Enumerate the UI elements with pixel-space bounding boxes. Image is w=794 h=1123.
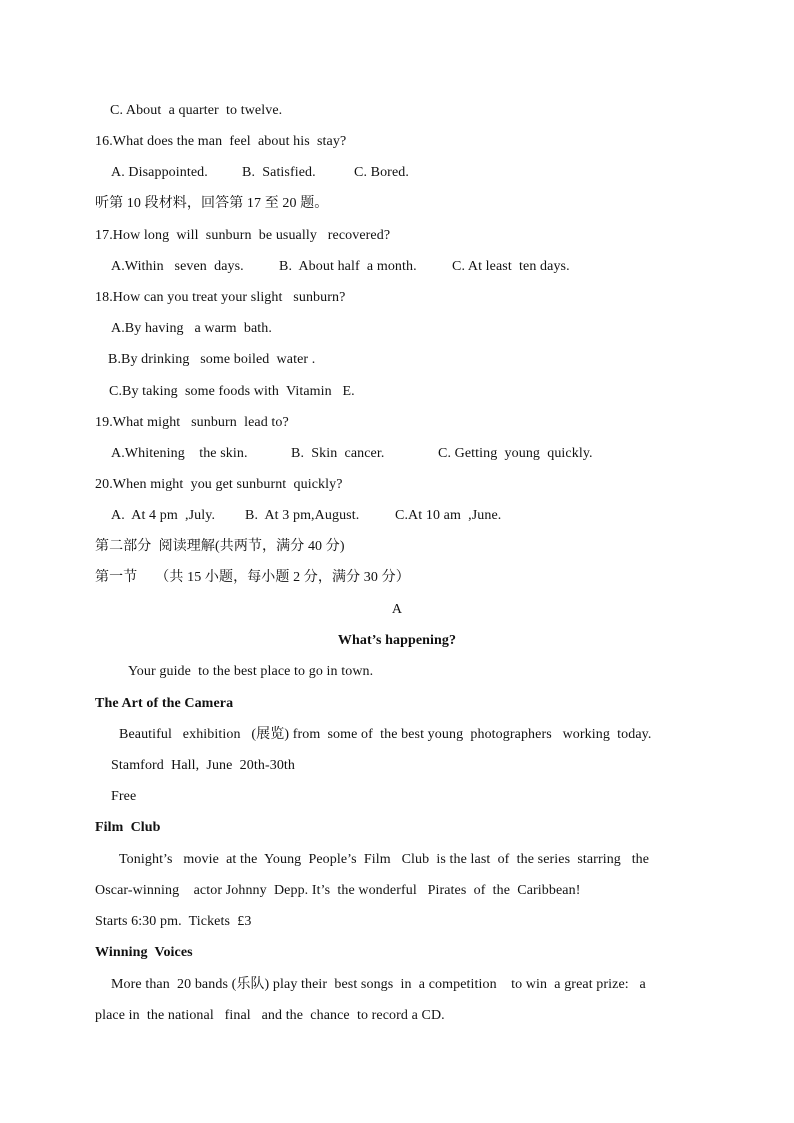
- q20-option-b: B. At 3 pm,August.: [245, 508, 360, 523]
- event-text-line: place in the national final and the chance to record a CD.: [95, 1008, 445, 1023]
- q19-option-c: C. Getting young quickly.: [438, 446, 593, 461]
- passage-letter: A: [391, 602, 403, 617]
- q19-option-b: B. Skin cancer.: [291, 446, 385, 461]
- q19-option-a: A.Whitening the skin.: [111, 446, 248, 461]
- event-title: Film Club: [95, 820, 161, 835]
- q16-question: 16.What does the man feel about his stay?: [95, 134, 347, 149]
- event-text-line: Stamford Hall, June 20th-30th: [111, 758, 296, 773]
- event-text-line: Free: [111, 789, 137, 804]
- q17-question: 17.How long will sunburn be usually recovered?: [95, 228, 391, 243]
- q17-option-c: C. At least ten days.: [452, 259, 570, 274]
- q18-question: 18.How can you treat your slight sunburn?: [95, 290, 346, 305]
- event-title: Winning Voices: [95, 945, 193, 960]
- q20-question: 20.When might you get sunburnt quickly?: [95, 477, 343, 492]
- q18-option-c: C.By taking some foods with Vitamin E.: [109, 384, 355, 399]
- q18-option-b: B.By drinking some boiled water .: [108, 352, 316, 367]
- q18-option-a: A.By having a warm bath.: [111, 321, 272, 336]
- q20-option-a: A. At 4 pm ,July.: [111, 508, 216, 523]
- reading-part-heading: 第二部分 阅读理解(共两节，满分 40 分): [95, 539, 345, 554]
- q16-option-a: A. Disappointed.: [111, 165, 208, 180]
- event-text-line: Starts 6:30 pm. Tickets £3: [95, 914, 252, 929]
- event-text-line: Oscar-winning actor Johnny Depp. It’s the wonderful Pirates of the Caribbean!: [95, 883, 581, 898]
- reading-section-heading: 第一节 （共 15 小题，每小题 2 分，满分 30 分）: [95, 570, 410, 585]
- event-text-line: Tonight’s movie at the Young People’s Film Club is the last of the series starring the: [119, 852, 650, 867]
- q17-option-a: A.Within seven days.: [111, 259, 244, 274]
- section-10-instruction: 听第 10 段材料，回答第 17 至 20 题。: [95, 196, 329, 211]
- q16-option-b: B. Satisfied.: [242, 165, 316, 180]
- q19-question: 19.What might sunburn lead to?: [95, 415, 289, 430]
- passage-intro: Your guide to the best place to go in town.: [128, 664, 374, 679]
- q16-option-c: C. Bored.: [354, 165, 409, 180]
- passage-title: What’s happening?: [337, 633, 457, 648]
- event-text-line: Beautiful exhibition (展览) from some of the best young photographers working today.: [119, 727, 652, 742]
- q20-option-c: C.At 10 am ,June.: [395, 508, 502, 523]
- q17-option-b: B. About half a month.: [279, 259, 417, 274]
- event-title: The Art of the Camera: [95, 696, 234, 711]
- q15-option-c: C. About a quarter to twelve.: [110, 103, 283, 118]
- event-text-line: More than 20 bands (乐队) play their best songs in a competition to win a great prize: a: [111, 977, 646, 992]
